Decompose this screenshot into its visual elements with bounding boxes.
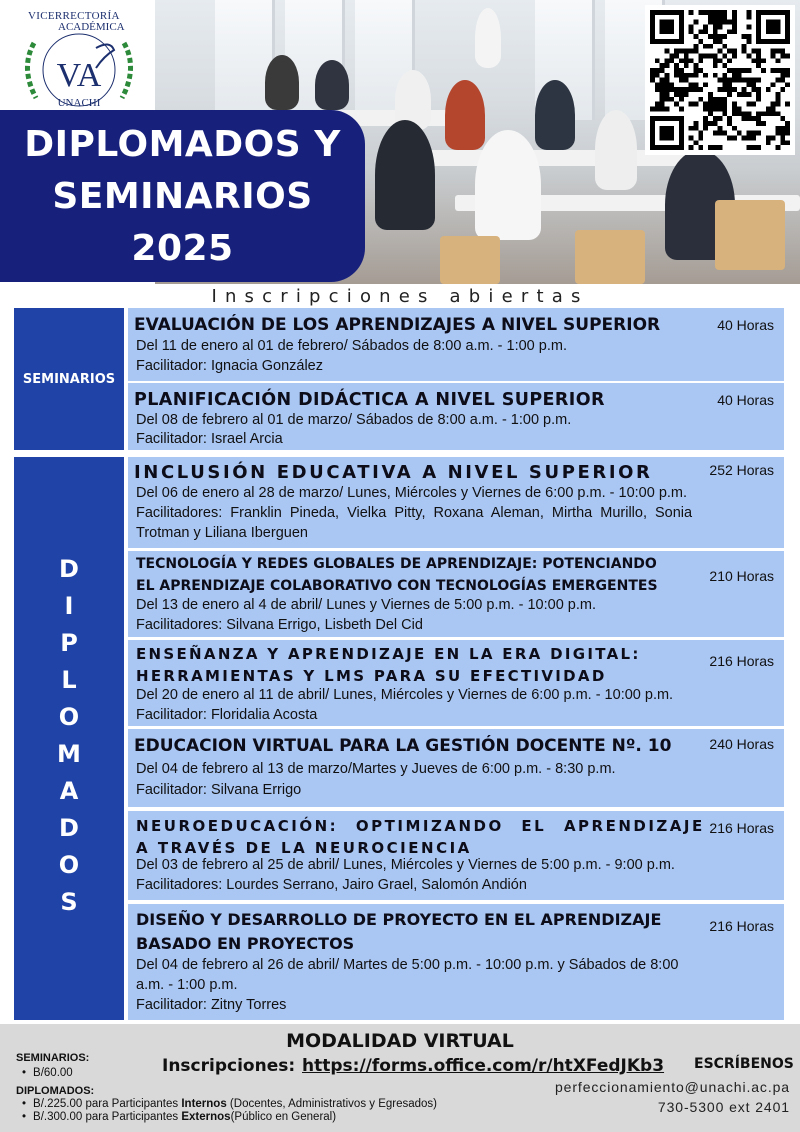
header xyxy=(0,0,800,284)
course-dates: Del 13 de enero al 4 de abril/ Lunes y Viernes de 5:00 p.m. - 10:00 p.m. xyxy=(136,597,596,613)
course-facilitator: Facilitadores: Franklin Pineda, Vielka Pitty, Roxana Aleman, Mirtha Murillo, Sonia xyxy=(136,505,693,521)
title-line1: DIPLOMADOS Y xyxy=(24,124,341,165)
course-facilitator: Facilitador: Israel Arcia xyxy=(136,431,283,447)
course-dates-cont: a.m. - 1:00 p.m. xyxy=(136,977,238,993)
diplomado-card xyxy=(128,904,784,1020)
course-hours: 252 Horas xyxy=(709,462,774,478)
course-dates: Del 08 de febrero al 01 de marzo/ Sábados de 8:00 a.m. - 1:00 p.m. xyxy=(136,412,572,428)
contact-phone: 730-5300 ext 2401 xyxy=(657,1099,790,1115)
course-dates: Del 04 de febrero al 13 de marzo/Martes y Jueves de 6:00 p.m. - 8:30 p.m. xyxy=(136,761,616,777)
footer xyxy=(0,1024,800,1132)
unachi-logo xyxy=(8,4,148,114)
course-dates: Del 04 de febrero al 26 de abril/ Martes de 5:00 p.m. - 10:00 p.m. y Sábados de 8:00 xyxy=(136,957,679,973)
title-box xyxy=(0,110,365,282)
dip-letter: D xyxy=(59,814,79,842)
course-title: EVALUACIÓN DE LOS APRENDIZAJES A NIVEL SUPERIOR xyxy=(134,315,661,335)
course-facilitator: Facilitador: Floridalia Acosta xyxy=(136,707,318,723)
logo-name: UNACHI xyxy=(57,97,101,109)
logo-line1: VICERRECTORÍA xyxy=(28,10,120,22)
logo-monogram: VA xyxy=(56,57,102,94)
diplomados-price-label: DIPLOMADOS: xyxy=(16,1085,95,1097)
course-title: ENSEÑANZA Y APRENDIZAJE EN LA ERA DIGITAL: xyxy=(136,645,641,663)
course-dates: Del 11 de enero al 01 de febrero/ Sábados de 8:00 a.m. - 1:00 p.m. xyxy=(136,338,567,354)
qr-code-icon xyxy=(645,5,795,155)
course-facilitator: Facilitador: Zitny Torres xyxy=(136,997,287,1013)
course-title: DISEÑO Y DESARROLLO DE PROYECTO EN EL APRENDIZAJE xyxy=(136,910,662,929)
inscripciones-label: Inscripciones: xyxy=(162,1056,296,1076)
contact-email[interactable]: perfeccionamiento@unachi.ac.pa xyxy=(554,1079,790,1095)
dip-letter: O xyxy=(58,851,80,879)
course-dates: Del 06 de enero al 28 de marzo/ Lunes, Miércoles y Viernes de 6:00 p.m. - 10:00 p.m. xyxy=(136,485,688,501)
course-hours: 216 Horas xyxy=(709,653,774,669)
seminarios-price: • B/60.00 xyxy=(22,1067,73,1079)
dip-letter: O xyxy=(58,703,80,731)
seminarios-price-label: SEMINARIOS: xyxy=(16,1052,90,1064)
course-hours: 216 Horas xyxy=(709,918,774,934)
title-line3: 2025 xyxy=(131,228,234,269)
course-title: NEUROEDUCACIÓN: OPTIMIZANDO EL APRENDIZAJE xyxy=(136,817,705,835)
dip-letter: D xyxy=(59,555,79,583)
escribenos-label: ESCRÍBENOS xyxy=(694,1056,794,1072)
course-facilitator: Facilitadores: Silvana Errigo, Lisbeth Del Cid xyxy=(136,617,423,633)
seminario-card xyxy=(128,308,784,381)
course-hours: 40 Horas xyxy=(717,392,774,408)
diplomado-card xyxy=(128,729,784,807)
course-title-cont: A TRAVÉS DE LA NEUROCIENCIA xyxy=(136,839,472,857)
course-facilitator: Facilitador: Ignacia González xyxy=(136,358,323,374)
diplomado-card xyxy=(128,551,784,637)
inscripciones-link[interactable]: https://forms.office.com/r/htXFedJKb3 xyxy=(302,1056,665,1076)
course-facilitator-cont: Trotman y Liliana Iberguen xyxy=(136,525,308,541)
course-facilitator: Facilitadores: Lourdes Serrano, Jairo Grael, Salomón Andión xyxy=(136,877,527,893)
course-title: TECNOLOGÍA Y REDES GLOBALES DE APRENDIZAJE: POTENCIANDO xyxy=(136,556,657,572)
diplomado-card xyxy=(128,457,784,548)
seminarios-side-label: SEMINARIOS xyxy=(14,308,124,450)
seminario-card xyxy=(128,383,784,450)
course-dates: Del 03 de febrero al 25 de abril/ Lunes, Miércoles y Viernes de 5:00 p.m. - 9:00 p.m. xyxy=(136,857,675,873)
course-title-cont: BASADO EN PROYECTOS xyxy=(136,934,355,953)
diplomado-card xyxy=(128,640,784,726)
course-title: INCLUSIÓN EDUCATIVA A NIVEL SUPERIOR xyxy=(134,462,653,483)
course-dates: Del 20 de enero al 11 de abril/ Lunes, Miércoles y Viernes de 6:00 p.m. - 10:00 p.m. xyxy=(136,687,674,703)
course-hours: 216 Horas xyxy=(709,820,774,836)
course-hours: 40 Horas xyxy=(717,317,774,333)
logo-line2: ACADÉMICA xyxy=(58,21,125,33)
course-hours: 210 Horas xyxy=(709,568,774,584)
dip-letter: P xyxy=(60,629,78,657)
course-facilitator: Facilitador: Silvana Errigo xyxy=(136,782,302,798)
dip-letter: I xyxy=(64,592,74,620)
diplomados-side-label xyxy=(14,457,124,1020)
course-title-cont: HERRAMIENTAS Y LMS PARA SU EFECTIVIDAD xyxy=(136,667,607,685)
dip-letter: M xyxy=(57,740,81,768)
course-hours: 240 Horas xyxy=(709,736,774,752)
diplomados-price-externos: • B/.300.00 para Participantes Externos(Público en General) xyxy=(22,1111,336,1123)
dip-letter: S xyxy=(60,888,78,916)
title-line2: SEMINARIOS xyxy=(52,176,313,217)
course-title: EDUCACION VIRTUAL PARA LA GESTIÓN DOCENTE Nº. 10 xyxy=(134,736,672,756)
laurel-emblem-icon xyxy=(14,28,144,113)
course-title: PLANIFICACIÓN DIDÁCTICA A NIVEL SUPERIOR xyxy=(134,390,605,410)
course-title-cont: EL APRENDIZAJE COLABORATIVO CON TECNOLOGÍAS EMERGENTES xyxy=(136,578,658,594)
diplomados-price-internos: • B/.225.00 para Participantes Internos (Docentes, Administrativos y Egresados) xyxy=(22,1098,437,1110)
dip-letter: A xyxy=(59,777,79,805)
modalidad-label: MODALIDAD VIRTUAL xyxy=(286,1030,514,1052)
subtitle: Inscripciones abiertas xyxy=(211,286,589,307)
dip-letter: L xyxy=(61,666,77,694)
diplomado-card xyxy=(128,811,784,900)
